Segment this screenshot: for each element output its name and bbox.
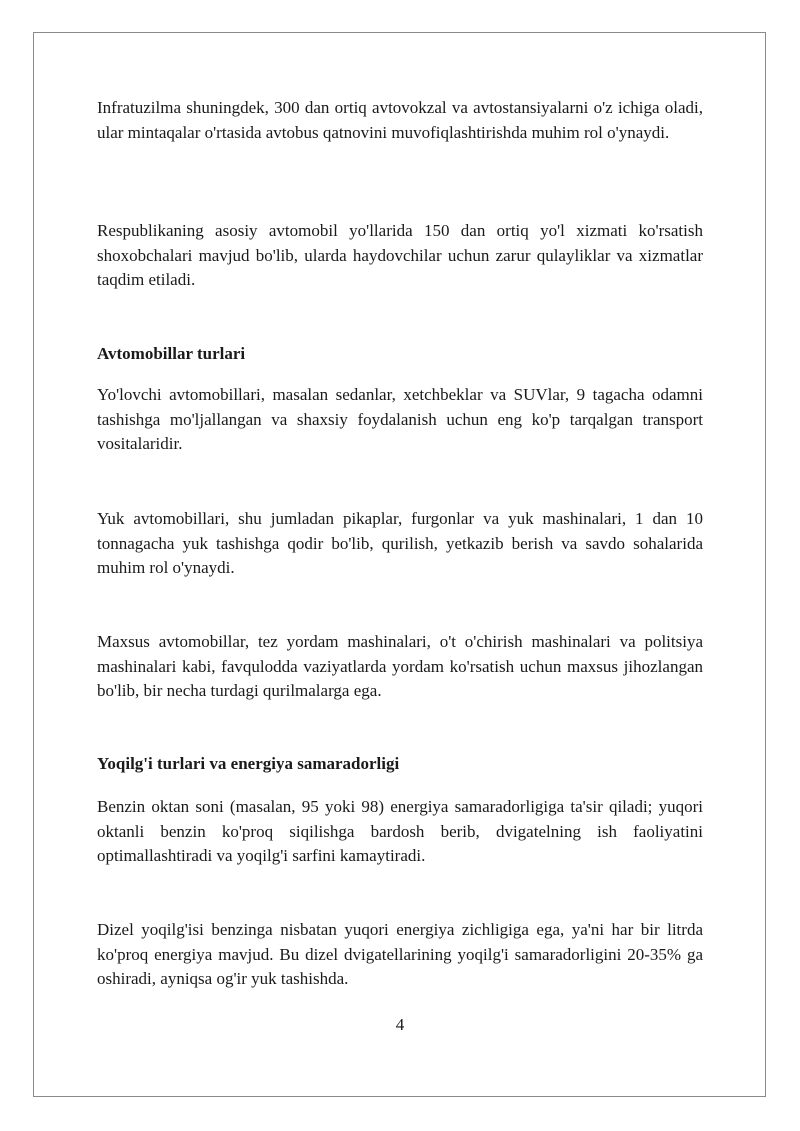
paragraph-passenger-cars: Yo'lovchi avtomobillari, masalan sedanlar, xetchbeklar va SUVlar, 9 tagacha odamni tashishga mo'ljallangan va shaxsiy foydalanish uchun eng ko'p tarqalgan transport vositalaridir.	[97, 385, 703, 453]
paragraph-infrastructure: Infratuzilma shuningdek, 300 dan ortiq avtovokzal va avtostansiyalarni o'z ichiga oladi, ular mintaqalar o'rtasida avtobus qatnovini muvofiqlashtirishda muhim rol o'ynaydi.	[97, 98, 703, 142]
heading-fuel-types: Yoqilg'i turlari va energiya samaradorligi	[97, 754, 400, 773]
paragraph-trucks: Yuk avtomobillari, shu jumladan pikaplar, furgonlar va yuk mashinalari, 1 dan 10 tonnagacha yuk tashishga qodir bo'lib, qurilish, yetkazib berish va savdo sohalarida muhim rol o'ynaydi.	[97, 509, 703, 577]
paragraph-diesel-fuel: Dizel yoqilg'isi benzinga nisbatan yuqori energiya zichligiga ega, ya'ni har bir litrda ko'proq energiya mavjud. Bu dizel dvigatellarining yoqilg'i samaradorligini 20-35% ga oshiradi, ayniqsa og'ir yuk tashishda.	[97, 920, 703, 988]
paragraph-special-vehicles: Maxsus avtomobillar, tez yordam mashinalari, o't o'chirish mashinalari va politsiya mashinalari kabi, favqulodda vaziyatlarda yordam ko'rsatish uchun maxsus jihozlangan bo'lib, bir necha turdagi qurilmalarga ega.	[97, 632, 703, 700]
page-number: 4	[395, 1015, 405, 1034]
paragraph-road-service: Respublikaning asosiy avtomobil yo'llarida 150 dan ortiq yo'l xizmati ko'rsatish shoxobchalari mavjud bo'lib, ularda haydovchilar uchun zarur qulayliklar va xizmatlar taqdim etiladi.	[97, 221, 703, 289]
heading-car-types: Avtomobillar turlari	[97, 344, 246, 363]
paragraph-gasoline-octane: Benzin oktan soni (masalan, 95 yoki 98) energiya samaradorligiga ta'sir qiladi; yuqori oktanli benzin ko'proq siqilishga bardosh berib, dvigatelning ish faoliyatini optimallashtiradi va yoqilg'i sarfini kamaytiradi.	[97, 797, 703, 865]
